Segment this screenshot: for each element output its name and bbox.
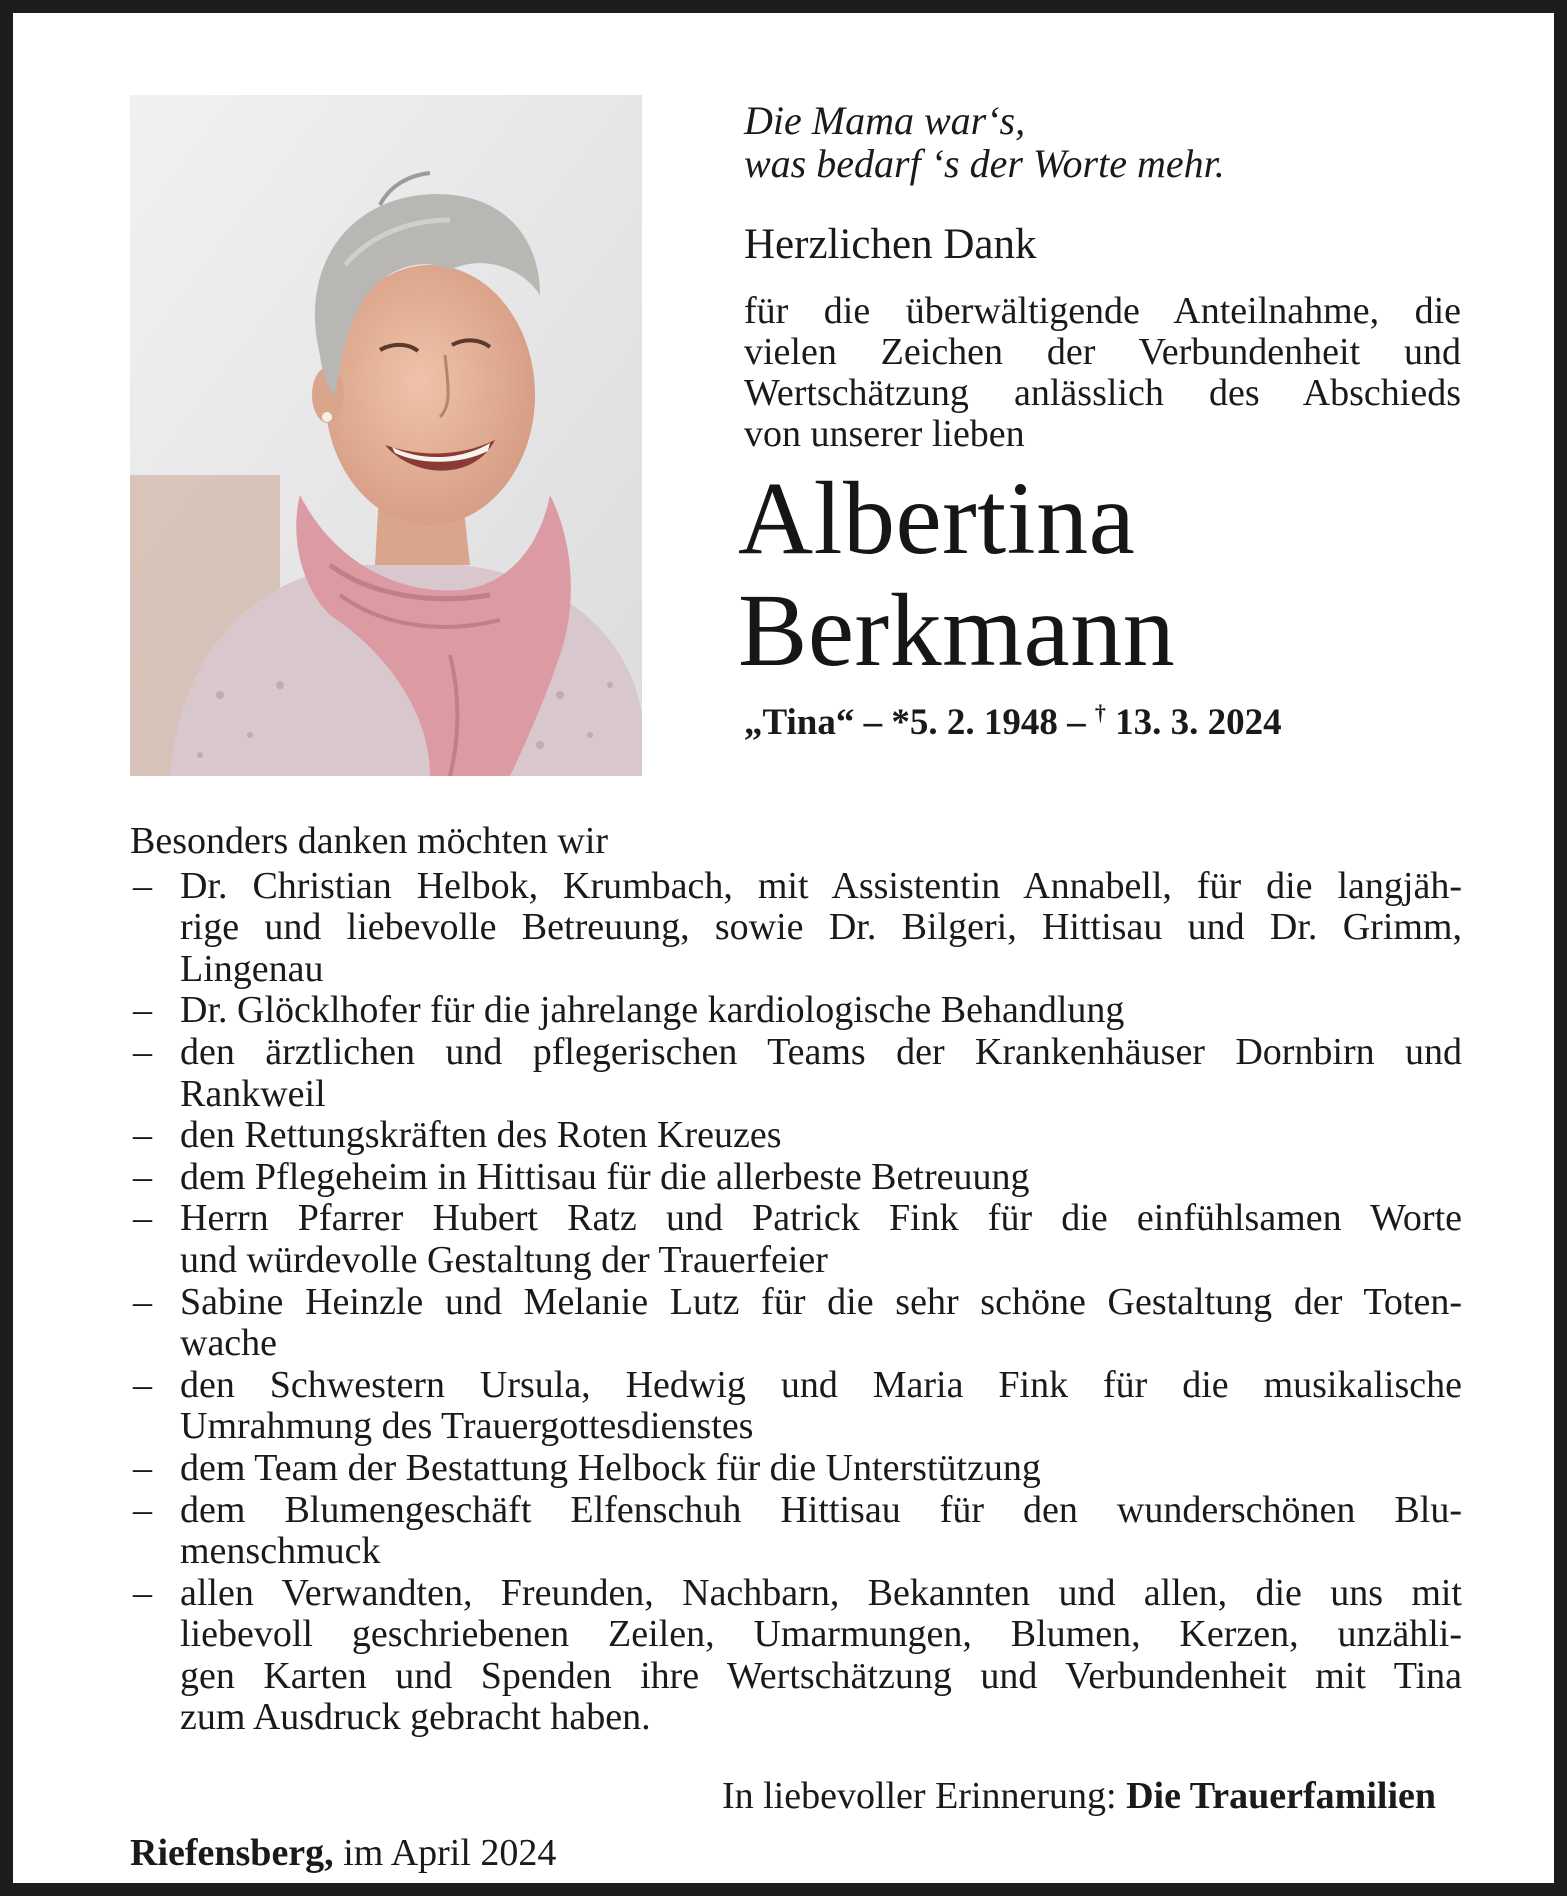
list-item [130, 990, 1462, 1032]
death-date: 13. 3. 2024 [1105, 702, 1282, 743]
list-item-line: zum Ausdruck gebracht haben. [180, 1696, 651, 1739]
list-item [130, 1573, 1462, 1739]
dash-bullet: – [133, 864, 152, 907]
portrait-illustration [130, 95, 642, 776]
motto-quote [744, 99, 1461, 185]
place-date [130, 1831, 556, 1875]
birth-info: „Tina“ – *5. 2. 1948 – [744, 702, 1095, 743]
list-item-line: den ärztlichen und pflegerischen Teams der Krankenhäuser Dornbirn und [180, 1030, 1462, 1073]
list-item-line: den Schwestern Ursula, Hedwig und Maria Fink für die musikalische [180, 1363, 1462, 1406]
signature: Die Trauerfamilien [1126, 1775, 1436, 1817]
list-item-line: Dr. Glöcklhofer für die jahrelange kardiologische Behandlung [180, 989, 1125, 1032]
list-item-line: wache [180, 1322, 278, 1365]
intro-line: für die überwältigende Anteilnahme, die [744, 290, 1461, 332]
list-item-line: dem Pflegeheim in Hittisau für die allerbeste Betreuung [180, 1155, 1030, 1198]
list-item-line: liebevoll geschriebenen Zeilen, Umarmungen, Blumen, Kerzen, unzähli- [180, 1613, 1462, 1656]
portrait-photo [130, 95, 642, 776]
date-text: im April 2024 [333, 1832, 557, 1874]
deceased-name [738, 463, 1461, 687]
list-item-line: dem Team der Bestattung Helbock für die Unterstützung [180, 1446, 1041, 1489]
thanks-title: Herzlichen Dank [744, 221, 1037, 268]
first-name: Albertina [738, 461, 1136, 576]
dash-bullet: – [133, 1114, 152, 1157]
list-item [130, 1490, 1462, 1573]
list-item [130, 1448, 1462, 1490]
motto-line: Die Mama war‘s, [744, 98, 1026, 143]
list-item [130, 1282, 1462, 1365]
dash-bullet: – [133, 1155, 152, 1198]
list-item-line: dem Blumengeschäft Elfenschuh Hittisau für den wunderschönen Blu- [180, 1488, 1462, 1531]
dash-bullet: – [133, 1446, 152, 1489]
list-item-line: Sabine Heinzle und Melanie Lutz für die sehr schöne Gestaltung der Toten- [180, 1280, 1462, 1323]
cross-icon: † [1094, 700, 1106, 725]
list-item [130, 1157, 1462, 1199]
dash-bullet: – [133, 1571, 152, 1614]
list-item-line: gen Karten und Spenden ihre Wertschätzung und Verbundenheit mit Tina [180, 1654, 1462, 1697]
dash-bullet: – [133, 1363, 152, 1406]
intro-paragraph [744, 291, 1461, 455]
life-dates [744, 691, 1461, 745]
list-item-line: allen Verwandten, Freunden, Nachbarn, Bekannten und allen, die uns mit [180, 1571, 1462, 1614]
list-item-line: Rankweil [180, 1072, 326, 1115]
list-item-line: Herrn Pfarrer Hubert Ratz und Patrick Fink für die einfühlsamen Worte [180, 1197, 1462, 1240]
list-item-line: menschmuck [180, 1530, 381, 1573]
thanks-lead: Besonders danken möchten wir [130, 820, 609, 862]
place-name: Riefensberg, [130, 1832, 334, 1874]
header-column [738, 98, 1461, 745]
dash-bullet: – [133, 1030, 152, 1073]
intro-line: von unserer lieben [744, 413, 1025, 455]
list-item-line: Umrahmung des Trauergottesdienstes [180, 1405, 754, 1448]
last-name: Berkmann [738, 573, 1176, 688]
list-item-line: und würdevolle Gestaltung der Trauerfeier [180, 1238, 828, 1281]
thanks-body [130, 821, 1462, 1739]
closing-line [722, 1774, 1436, 1818]
dash-bullet: – [133, 1197, 152, 1240]
list-item-line: Dr. Christian Helbok, Krumbach, mit Assistentin Annabell, für die langjäh- [180, 864, 1462, 907]
intro-line: vielen Zeichen der Verbundenheit und [744, 331, 1461, 373]
closing-prefix: In liebevoller Erinnerung: [721, 1775, 1127, 1817]
list-item-line: rige und liebevolle Betreuung, sowie Dr. Bilgeri, Hittisau und Dr. Grimm, [180, 906, 1462, 949]
list-item [130, 1198, 1462, 1281]
list-item [130, 1365, 1462, 1448]
list-item-line: Lingenau [180, 947, 324, 990]
list-item [130, 866, 1462, 991]
dash-bullet: – [133, 989, 152, 1032]
list-item [130, 1032, 1462, 1115]
intro-line: Wertschätzung anlässlich des Abschieds [744, 372, 1461, 414]
list-item [130, 1115, 1462, 1157]
dash-bullet: – [133, 1488, 152, 1531]
motto-line: was bedarf ‘s der Worte mehr. [744, 141, 1225, 186]
thanks-list [130, 866, 1462, 1739]
dash-bullet: – [133, 1280, 152, 1323]
list-item-line: den Rettungskräften des Roten Kreuzes [180, 1114, 782, 1157]
